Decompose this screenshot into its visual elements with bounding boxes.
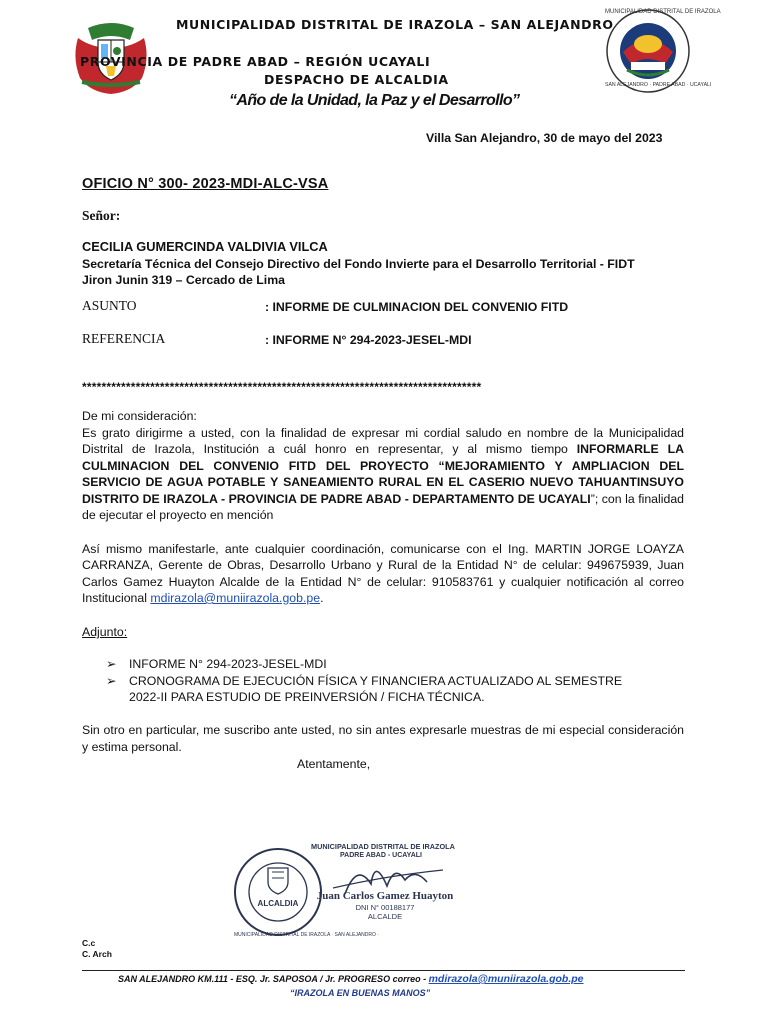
recipient-address: Jiron Junin 319 – Cercado de Lima (82, 273, 285, 287)
cc-line-1: C.c (82, 938, 96, 948)
institutional-email-link[interactable]: mdirazola@muniirazola.gob.pe (150, 591, 321, 605)
adjunto-list (82, 656, 682, 706)
arrow-bullet-icon: ➢ (106, 657, 117, 671)
footer-address-text: SAN ALEJANDRO KM.111 - ESQ. Jr. SAPOSOA / Jr. PROGRESO correo - (118, 974, 429, 984)
adjunto-item-text: CRONOGRAMA DE EJECUCIÓN FÍSICA Y FINANCIERA ACTUALIZADO AL SEMESTRE 2022-II PARA ESTUDIO DE PREINVERSIÓN / FICHA TÉCNICA. (129, 673, 623, 704)
stamp-line-2: PADRE ABAD - UCAYALI (340, 852, 422, 859)
signature-stamp (305, 840, 455, 925)
separator-stars: ********************************************************************************** (82, 380, 482, 394)
paragraph-1 (82, 425, 684, 524)
footer-divider (82, 970, 685, 971)
paragraph-1-end: ”; con la finalidad de ejecutar el proyecto en mención (82, 491, 685, 522)
seal-ring-text: MUNICIPALIDAD DISTRITAL DE IRAZOLA · SAN ALEJANDRO · (234, 932, 379, 938)
footer-address (118, 973, 584, 985)
logo-ring-text-bottom: SAN ALEJANDRO · PADRE ABAD · UCAYALI (605, 82, 712, 88)
closing-paragraph: Sin otro en particular, me suscribo ante usted, no sin antes expresarle muestras de mi especial consideración y estima personal. (82, 723, 684, 754)
adjunto-item (82, 656, 682, 673)
salutation: Señor: (82, 208, 121, 223)
paragraph-1-bold: INFORMARLE LA CULMINACION DEL CONVENIO FITD DEL PROYECTO “MEJORAMIENTO Y AMPLIACION DEL SERVICIO DE AGUA POTABLE Y SANEAMIENTO RURAL EN EL CASERIO NUEVO TAHUANTINSUYO DISTRITO DE IRAZOLA - PROVINCIA DE PADRE ABAD - DEPARTAMENTO DE UCAYALI (82, 442, 684, 506)
recipient-name: CECILIA GUMERCINDA VALDIVIA VILCA (82, 239, 328, 254)
asunto-label: ASUNTO (82, 298, 137, 313)
logo-ring-text-top: MUNICIPALIDAD DISTRITAL DE IRAZOLA (605, 9, 721, 15)
asunto-value: : INFORME DE CULMINACION DEL CONVENIO FITD (265, 300, 569, 314)
letter-body (82, 408, 684, 607)
paragraph-2 (82, 541, 684, 607)
header-slogan: “Año de la Unidad, la Paz y el Desarrollo” (229, 92, 520, 109)
cc-block (82, 938, 112, 960)
municipality-logo (605, 8, 721, 94)
adjunto-item (82, 673, 649, 706)
seal-center-text: ALCALDIA (257, 899, 299, 908)
greeting: De mi consideración: (82, 409, 197, 423)
referencia-label: REFERENCIA (82, 331, 166, 346)
stamp-name: Juan Carlos Gamez Huayton (316, 890, 454, 902)
oficio-number: OFICIO N° 300- 2023-MDI-ALC-VSA (82, 176, 329, 192)
footer-motto: “IRAZOLA EN BUENAS MANOS” (290, 988, 431, 998)
paragraph-2-end: . (320, 591, 324, 605)
header-line-3: DESPACHO DE ALCALDIA (264, 72, 449, 87)
paragraph-1-start: Es grato dirigirme a usted, con la finalidad de expresar mi cordial saludo en nombre de la Municipalidad Distrital de Irazola, Institución a cuál honro en representar, y al mismo tiempo (82, 425, 684, 456)
stamp-dni: DNI N° 00188177 (355, 903, 415, 912)
footer-email-link[interactable]: mdirazola@muniirazola.gob.pe (428, 973, 584, 985)
cc-line-2: C. Arch (82, 949, 112, 959)
date-line: Villa San Alejandro, 30 de mayo del 2023 (426, 131, 663, 145)
adjunto-label: Adjunto: (82, 625, 128, 639)
stamp-line-1: MUNICIPALIDAD DISTRITAL DE IRAZOLA (311, 842, 455, 851)
stamp-role: ALCALDE (367, 912, 403, 921)
paragraph-2-start: Así mismo manifestarle, ante cualquier coordinación, comunicarse con el Ing. MARTIN JORGE LOAYZA CARRANZA, Gerente de Obras, Desarrollo Urbano y Rural de la Entidad N° de celular: 949675939, Juan Carlos Gamez Huayton Alcalde de la Entidad N° de celular: 910583761 y cualquier notificación al correo Institucional (82, 541, 684, 605)
farewell: Atentamente, (297, 757, 371, 771)
header-line-1: MUNICIPALIDAD DISTRITAL DE IRAZOLA – SAN ALEJANDRO (176, 17, 614, 32)
arrow-bullet-icon: ➢ (106, 673, 117, 688)
recipient-block (82, 239, 682, 289)
recipient-position: Secretaría Técnica del Consejo Directivo del Fondo Invierte para el Desarrollo Territorial - FIDT (82, 256, 635, 271)
header-line-2: PROVINCIA DE PADRE ABAD – REGIÓN UCAYALI (80, 54, 431, 69)
referencia-value: : INFORME N° 294-2023-JESEL-MDI (265, 333, 472, 347)
adjunto-item-text: INFORME N° 294-2023-JESEL-MDI (129, 657, 327, 671)
